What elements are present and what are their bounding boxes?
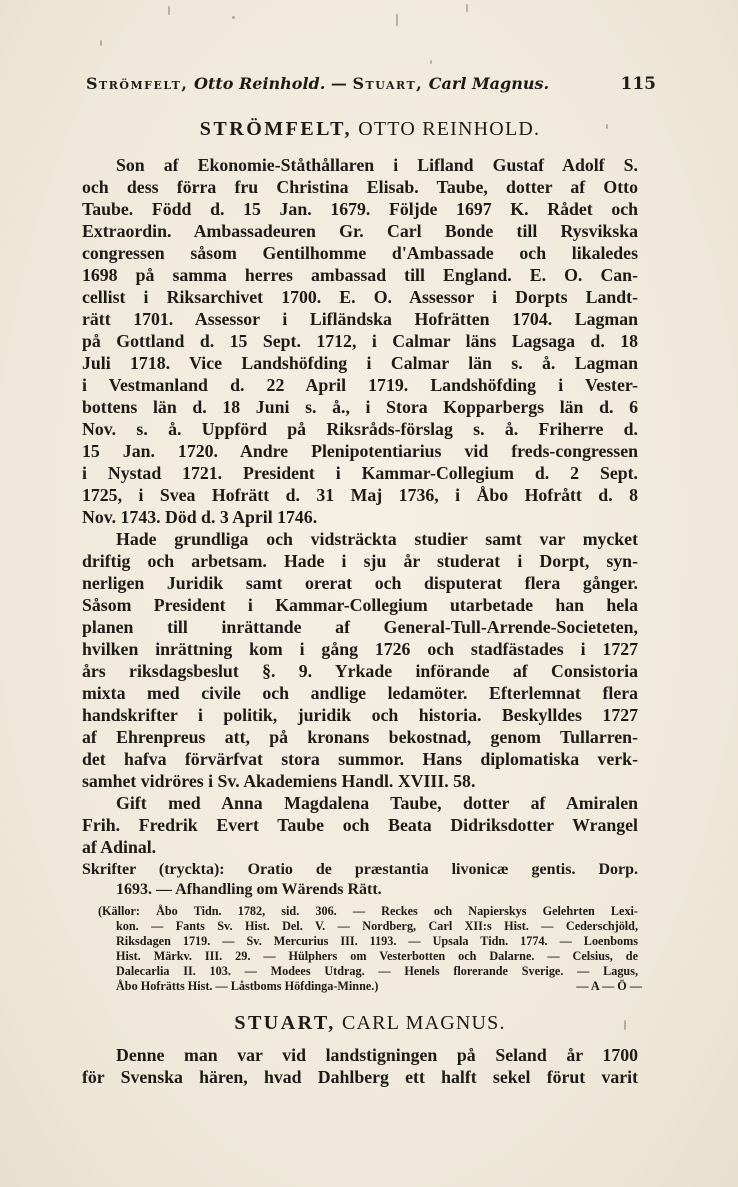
body-line: i Vestmanland d. 22 April 1719. Landshöfding i Vester- [82,375,638,395]
body-line: Denne man var vid landstigningen på Seland år 1700 [116,1045,638,1065]
sources-line: Hist. Märkv. III. 29. — Hülphers om Vesterbotten och Dalarne. — Celsius, de [116,949,638,963]
body-line: Frih. Fredrik Evert Taube och Beata Didriksdotter Wrangel [82,815,638,835]
entry-surname: STRÖMFELT, [199,118,353,140]
skrifter-line: Skrifter (tryckta): Oratio de præstantia livonicæ gentis. Dorp. [82,861,638,878]
body-line: bottens län d. 18 Juni s. å., i Stora Kopparbergs län d. 6 [82,397,638,417]
body-line: Taube. Född d. 15 Jan. 1679. Följde 1697 K. Rådet och [82,199,638,219]
body-line: Nov. s. å. Uppförd på Riksråds-förslag s. å. Friherre d. [82,419,638,439]
body-line: rätt 1701. Assessor i Lifländska Hofrätten 1704. Lagman [82,309,638,329]
page-number: 115 [620,74,656,94]
running-name-2: Stuart, [352,74,424,93]
running-given-2: Carl Magnus. [428,74,550,93]
body-line: 15 Jan. 1720. Andre Plenipotentiarius vid freds-congressen [82,441,638,461]
body-line: och dess förra fru Christina Elisab. Taube, dotter af Otto [82,177,638,197]
sources-line: Åbo Hofrätts Hist. — Låstboms Höfdinga-Minne.) [116,979,379,993]
running-header [86,74,656,100]
sources-line: (Källor: Åbo Tidn. 1782, sid. 306. — Reckes och Napierskys Gelehrten Lexi- [98,904,638,918]
body-line: i Nystad 1721. President i Kammar-Collegium d. 2 Sept. [82,463,638,483]
body-line: handskrifter i politik, juridik och historia. Beskylldes 1727 [82,705,638,725]
entry-heading-stuart [80,1012,660,1035]
body-line: 1725, i Svea Hofrätt d. 31 Maj 1736, i Åbo Hofrått d. 8 [82,485,638,505]
running-name-1: Strömfelt, [86,74,189,93]
paper-speck [168,6,170,15]
body-line: Extraordin. Ambassadeuren Gr. Carl Bonde till Rysvikska [82,221,638,241]
body-line: cellist i Riksarchivet 1700. E. O. Assessor i Dorpts Landt- [82,287,638,307]
body-line: congressen såsom Gentilhomme d'Ambassade och likaledes [82,243,638,263]
body-line: 1698 på samma herres ambassad till England. E. O. Can- [82,265,638,285]
body-line: Juli 1718. Vice Landshöfding i Calmar län s. å. Lagman [82,353,638,373]
paper-speck [430,60,432,64]
paper-speck [232,16,235,19]
entry-given-names: OTTO REINHOLD. [358,118,541,140]
body-line: Hade grundliga och vidsträckta studier samt var mycket [116,529,638,549]
sources-line: Riksdagen 1719. — Sv. Mercurius III. 1193. — Upsala Tidn. 1774. — Loenboms [116,934,638,948]
body-line: på Gottland d. 15 Sept. 1712, i Calmar läns Lagsaga d. 18 [82,331,638,351]
sources-signature: — A — Ö — [576,979,642,993]
body-line: mixta med civile och andlige ledamöter. Efterlemnat flera [82,683,638,703]
body-line: Son af Ekonomie-Ståthållaren i Lifland Gustaf Adolf S. [116,155,638,175]
body-line: Nov. 1743. Död d. 3 April 1746. [82,507,318,527]
skrifter-line: 1693. — Afhandling om Wärends Rätt. [116,881,382,898]
body-line: Gift med Anna Magdalena Taube, dotter af Amiralen [116,793,638,813]
running-separator: — [330,74,347,93]
entry-heading-stromfelt [80,118,660,141]
sources-line: Dalecarlia II. 103. — Modees Utdrag. — Henels florerande Sverige. — Lagus, [116,964,638,978]
running-title [86,74,549,93]
body-line: det hafva förvärfvat stora summor. Hans diplomatiska verk- [82,749,638,769]
paper-speck [396,14,398,26]
body-line: nerligen Juridik samt orerat och disputerat flera gånger. [82,573,638,593]
paper-speck [466,4,468,12]
running-given-1: Otto Reinhold. [194,74,326,93]
body-line: af Adinal. [82,837,157,857]
body-line: hvilken inrättning kom i gång 1726 och stadfästades i 1727 [82,639,638,659]
entry-surname: STUART, [234,1012,336,1034]
sources-line: kon. — Fants Sv. Hist. Del. V. — Nordberg, Carl XII:s Hist. — Cederschjöld, [116,919,638,933]
entry-given-names: CARL MAGNUS. [341,1012,506,1034]
body-line: planen till inrättande af General-Tull-Arrende-Societeten, [82,617,638,637]
body-line: för Svenska hären, hvad Dahlberg ett halft sekel förut varit [82,1067,638,1087]
body-line: års riksdagsbeslut §. 9. Yrkade införande af Consistoria [82,661,638,681]
body-line: Såsom President i Kammar-Collegium utarbetade han hela [82,595,638,615]
paper-speck [624,1020,626,1030]
body-line: samhet vidröres i Sv. Akademiens Handl. XVIII. 58. [82,771,476,791]
body-line: af Ehrenpreus att, på kronans bekostnad, genom Tullarren- [82,727,638,747]
paper-speck [100,40,102,46]
body-line: driftig och arbetsam. Hade i sju år studerat i Dorpt, syn- [82,551,638,571]
